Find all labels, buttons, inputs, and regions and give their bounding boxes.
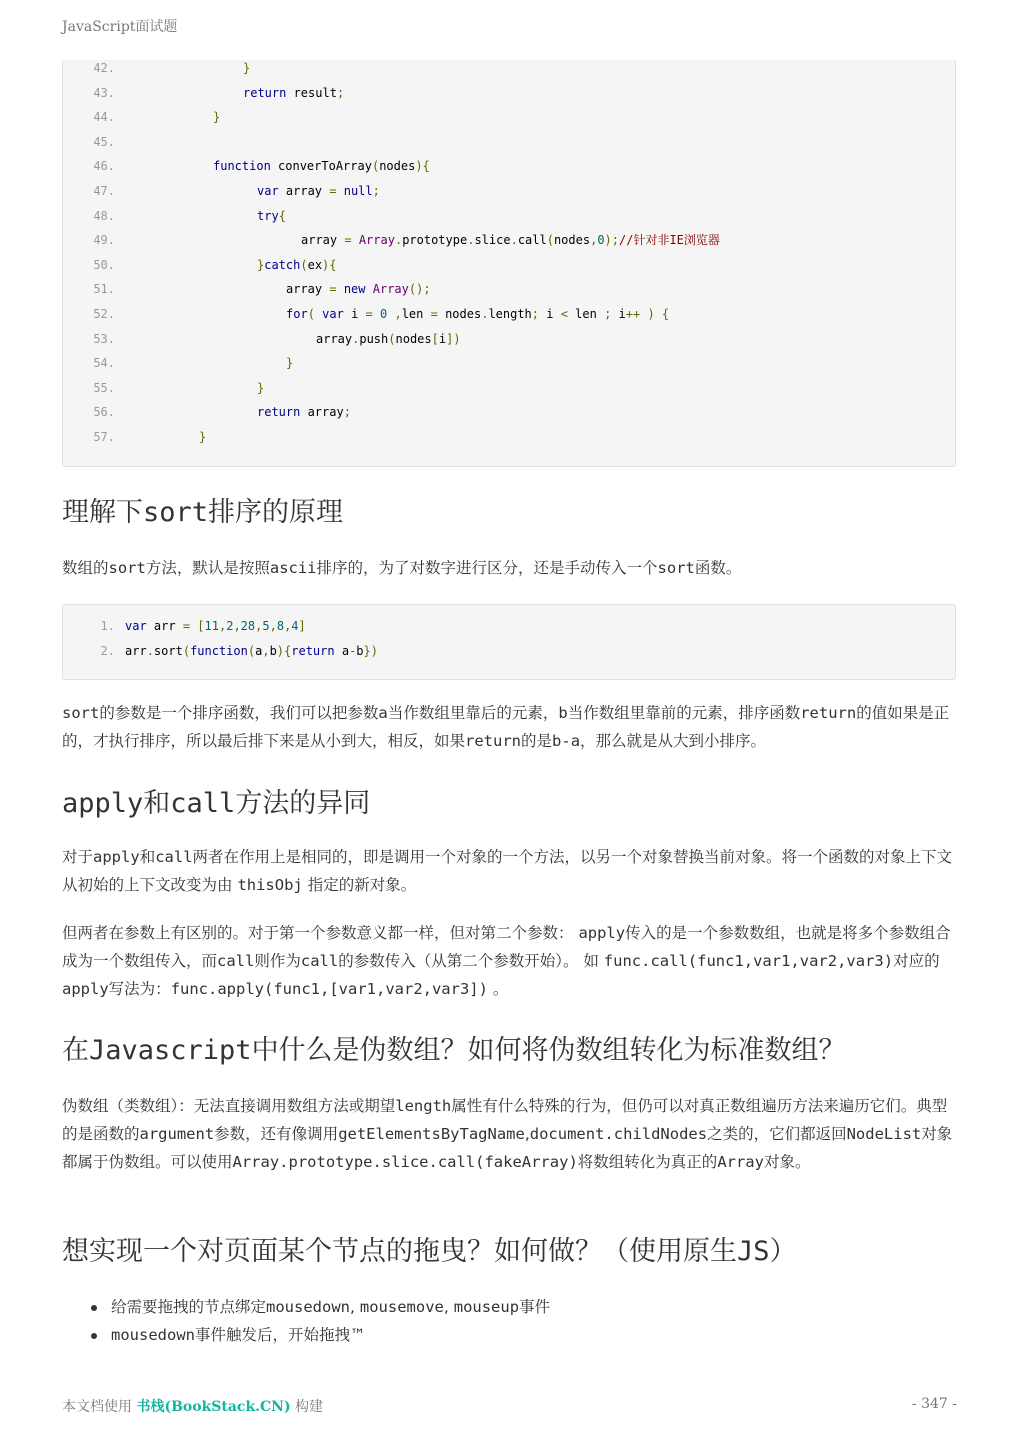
code-token: slice xyxy=(474,233,511,248)
code-token: . xyxy=(146,644,154,658)
text: 。 xyxy=(487,980,509,998)
code-text xyxy=(125,619,306,633)
code-token: 8 xyxy=(276,619,285,633)
code-token: ); xyxy=(604,233,619,248)
code-token: ]) xyxy=(446,331,461,346)
code-line xyxy=(63,132,125,152)
code-token: = xyxy=(329,184,337,198)
paragraph-sort-explain xyxy=(62,699,956,755)
code-token: }) xyxy=(363,644,378,658)
code-token: [ xyxy=(431,331,439,346)
code-line xyxy=(63,58,250,78)
text: 函数。 xyxy=(694,559,742,577)
code-line xyxy=(63,83,344,103)
code-token: try xyxy=(257,208,279,223)
code-text xyxy=(125,332,461,346)
code-token: ; xyxy=(604,307,612,321)
code-block-sort-example xyxy=(62,604,956,680)
code-block-converToArray xyxy=(62,60,956,467)
code-token: prototype xyxy=(402,233,468,248)
line-number: 42. xyxy=(93,61,115,75)
text: 对于 xyxy=(62,848,94,866)
code-token: ++ xyxy=(625,307,641,321)
line-number: 50. xyxy=(93,257,115,272)
code-line xyxy=(63,616,306,636)
code-token: , xyxy=(262,644,270,658)
code-token: converToArray xyxy=(270,159,372,174)
line-number: 49. xyxy=(93,233,115,248)
code-token: function xyxy=(213,159,271,174)
inline-code: JS xyxy=(737,1236,770,1267)
inline-code: apply xyxy=(62,788,144,819)
code-token: . xyxy=(467,233,475,248)
inline-code: thisObj xyxy=(237,876,303,894)
text: 和 xyxy=(139,848,156,866)
code-token: , xyxy=(255,619,263,633)
code-token: ; xyxy=(372,184,380,198)
heading-fake-array xyxy=(62,1033,846,1069)
code-text xyxy=(125,356,293,370)
code-token: nodes xyxy=(395,331,432,346)
paragraph-sort-intro xyxy=(62,554,956,582)
code-token: length xyxy=(488,307,532,321)
inline-code: apply xyxy=(578,924,626,942)
inline-code: return xyxy=(800,704,857,722)
text: ） xyxy=(769,1236,797,1267)
footer-brand-link[interactable]: 书栈(BookStack.CN) xyxy=(136,1399,291,1415)
code-line xyxy=(63,230,720,250)
line-number: 51. xyxy=(93,282,115,297)
code-token xyxy=(366,282,373,296)
inline-code: call xyxy=(300,952,339,970)
code-token: ; xyxy=(336,85,345,100)
line-number: 44. xyxy=(93,110,115,125)
heading-drag-node xyxy=(62,1234,797,1270)
code-token xyxy=(373,307,380,321)
paragraph-fake-array xyxy=(62,1092,956,1176)
list-drag-steps xyxy=(62,1293,550,1349)
code-token: ( xyxy=(300,257,308,272)
inline-code: Javascript xyxy=(89,1035,252,1066)
code-token: ){ xyxy=(276,644,292,658)
line-number: 56. xyxy=(93,405,115,420)
line-number: 54. xyxy=(93,356,115,371)
text: 传入的是一个参数数组，也就是将多个参数组合成为一个数组传入，而 xyxy=(62,924,951,970)
text: , xyxy=(443,1298,454,1316)
inline-code: mousedown xyxy=(111,1326,195,1344)
inline-code: return xyxy=(465,732,522,750)
code-token: , xyxy=(284,619,292,633)
code-token: result xyxy=(286,85,337,100)
line-number: 52. xyxy=(93,307,115,321)
line-number: 53. xyxy=(93,331,115,346)
text: 将数组转化为真正的 xyxy=(577,1153,718,1171)
code-token xyxy=(352,233,359,247)
line-number: 48. xyxy=(93,208,115,223)
code-token: ( xyxy=(388,331,396,346)
code-token: return xyxy=(291,644,335,658)
inline-code: func.call(func1,var1,var2,var3) xyxy=(603,952,894,970)
inline-code: document.childNodes xyxy=(529,1125,708,1143)
text: 但两者在参数上有区别的。对于第一个参数意义都一样，但对第二个参数： xyxy=(62,924,579,942)
line-number: 2. xyxy=(100,644,115,658)
code-token: } xyxy=(286,356,294,371)
inline-code: getElementsByTagName xyxy=(338,1125,525,1143)
text: 想实现一个对页面某个节点的拖曳？如何做？（使用原生 xyxy=(62,1236,737,1267)
code-text xyxy=(125,430,206,444)
text: 的值如果是正的，才执行排序，所以最后排下来是从小到大，相反，如果 xyxy=(62,704,950,750)
text: 对应的 xyxy=(893,952,940,970)
inline-code: apply xyxy=(62,980,109,998)
code-text xyxy=(125,233,720,247)
inline-code: length xyxy=(395,1097,452,1115)
code-token: < xyxy=(560,307,568,321)
line-number: 43. xyxy=(93,85,115,100)
line-number: 57. xyxy=(93,430,115,444)
code-text xyxy=(125,209,286,223)
code-token: array xyxy=(300,405,344,420)
text: 方法，默认是按照 xyxy=(145,559,270,577)
code-token: len xyxy=(401,307,431,321)
code-token: ( xyxy=(546,233,554,248)
code-token xyxy=(337,282,344,296)
code-token: , xyxy=(218,619,227,633)
line-number: 46. xyxy=(93,159,115,174)
text: 中什么是伪数组？如何将伪数组转化为标准数组？ xyxy=(251,1035,846,1066)
code-token: 4 xyxy=(291,619,299,633)
code-token: } xyxy=(257,380,265,395)
code-token: ){ xyxy=(322,257,337,272)
code-token: array xyxy=(301,233,345,248)
line-number: 47. xyxy=(93,184,115,198)
code-token: ( xyxy=(182,644,191,658)
footer-credit xyxy=(62,1396,323,1416)
code-token: ( xyxy=(247,644,256,658)
code-token: b xyxy=(269,644,277,658)
code-token: nodes xyxy=(553,233,591,248)
inline-code: argument xyxy=(139,1125,215,1143)
code-token: ex xyxy=(307,257,323,272)
code-text xyxy=(125,307,669,321)
code-text xyxy=(125,184,380,198)
text: 对象。 xyxy=(763,1153,811,1171)
inline-code: mousedown xyxy=(266,1298,351,1316)
text: 的是 xyxy=(521,732,553,750)
code-token: var xyxy=(125,619,147,633)
paragraph-apply-call-2 xyxy=(62,919,956,1003)
code-text xyxy=(125,258,337,272)
code-token: 2 xyxy=(226,619,234,633)
code-token: = xyxy=(365,307,373,321)
code-token xyxy=(655,307,662,321)
paragraph-apply-call-1 xyxy=(62,843,956,899)
code-token: ( xyxy=(307,307,315,321)
code-token: push xyxy=(359,331,389,346)
code-line xyxy=(63,641,378,661)
text: 和 xyxy=(143,788,171,819)
code-token: . xyxy=(352,331,360,346)
text: , xyxy=(350,1298,360,1316)
code-token: { xyxy=(278,208,286,223)
code-token: //针对非IE浏览器 xyxy=(619,233,720,248)
footer-suffix: 构建 xyxy=(290,1399,324,1415)
text: 属性有什么特殊的行为，但仍可以对真正数组遍历方法来遍历它们。典型的是函数的 xyxy=(62,1097,948,1143)
code-token: . xyxy=(510,233,518,248)
page-number: - 347 - xyxy=(911,1396,957,1412)
code-token: a xyxy=(255,644,263,658)
code-text xyxy=(125,282,431,296)
text: 当作数组里靠前的元素，排序函数 xyxy=(567,704,801,722)
code-token: arr xyxy=(125,644,147,658)
list-item xyxy=(62,1321,550,1349)
code-token: } xyxy=(213,110,221,125)
code-token: return xyxy=(257,405,301,420)
heading-sort-principle xyxy=(62,495,343,531)
text: 参数，还有像调用 xyxy=(214,1125,339,1143)
text: 对象都属于伪数组。可以使用 xyxy=(62,1125,953,1171)
code-token: i xyxy=(343,307,366,321)
code-token: array xyxy=(316,331,353,346)
code-line xyxy=(63,378,264,398)
inline-code: call xyxy=(155,848,193,866)
inline-code: b-a xyxy=(552,732,581,750)
code-token: for xyxy=(286,307,308,321)
code-token: 0 xyxy=(380,307,388,321)
code-line xyxy=(63,427,206,447)
code-token: } xyxy=(199,430,207,444)
code-token: Array xyxy=(372,282,409,297)
line-number: 1. xyxy=(100,619,115,633)
text: 给需要拖拽的节点绑定 xyxy=(111,1298,267,1316)
code-line xyxy=(63,353,293,373)
code-token: ) xyxy=(647,307,655,321)
code-token: function xyxy=(190,644,248,658)
code-token: . xyxy=(481,307,489,321)
text: 数组的 xyxy=(62,559,109,577)
line-number: 55. xyxy=(93,380,115,395)
code-token: (); xyxy=(408,282,431,297)
code-line xyxy=(63,255,337,275)
code-line xyxy=(63,279,431,299)
code-token: sort xyxy=(153,644,183,658)
text: ，那么就是从大到小排序。 xyxy=(580,732,767,750)
code-token: - xyxy=(349,644,357,658)
code-token: i xyxy=(539,307,561,321)
code-token: ){ xyxy=(415,159,430,174)
code-text xyxy=(125,61,250,75)
code-text xyxy=(125,110,220,124)
inline-code: b xyxy=(558,704,568,722)
code-line xyxy=(63,402,351,422)
inline-code: NodeList xyxy=(846,1125,922,1143)
code-text xyxy=(125,159,430,173)
code-token: 11 xyxy=(204,619,219,633)
code-token: arr xyxy=(146,619,183,633)
code-token: , xyxy=(590,233,598,248)
code-line xyxy=(63,107,220,127)
code-token: 0 xyxy=(597,233,605,248)
code-token: , xyxy=(269,619,277,633)
code-text xyxy=(125,405,351,419)
code-token: var xyxy=(257,184,279,198)
code-token: catch xyxy=(264,257,301,272)
code-token: , xyxy=(394,307,402,321)
code-token: i xyxy=(438,331,447,346)
code-token: nodes xyxy=(379,159,416,174)
inline-code: call xyxy=(217,952,255,970)
inline-code: sort xyxy=(62,704,100,722)
code-token: new xyxy=(343,282,366,297)
code-token: 5 xyxy=(262,619,270,633)
inline-code: mousemove xyxy=(359,1298,444,1316)
code-token: 28 xyxy=(240,619,256,633)
code-token: = xyxy=(329,282,337,297)
heading-sort-code: sort xyxy=(143,497,209,528)
code-token: Array xyxy=(358,233,395,248)
code-token: var xyxy=(322,307,344,321)
code-text xyxy=(125,644,378,658)
text: 两者在作用上是相同的，即是调用一个对象的一个方法，以另一个对象替换当前对象。将一个函数的对象上下文从初始的上下文改变为由 xyxy=(62,848,953,894)
text: 方法的异同 xyxy=(235,788,371,819)
text: 伪数组（类数组）：无法直接调用数组方法或期望 xyxy=(62,1097,396,1115)
inline-code: apply xyxy=(93,848,140,866)
inline-code: Array xyxy=(717,1153,764,1171)
code-token: ; xyxy=(531,307,540,321)
text: 则作为 xyxy=(254,952,301,970)
code-token: b xyxy=(356,644,364,658)
heading-sort-text-1: 理解下 xyxy=(62,497,143,528)
code-token: ] xyxy=(298,619,306,633)
code-token: } xyxy=(243,61,251,75)
code-token: = xyxy=(344,233,352,248)
code-text xyxy=(125,381,264,395)
code-token: null xyxy=(343,184,373,198)
code-token: len xyxy=(567,307,605,321)
text: 之类的，它们都返回 xyxy=(707,1125,847,1143)
text: 事件触发后，开始拖拽™ xyxy=(195,1326,366,1344)
code-token: { xyxy=(661,307,670,321)
inline-code: mouseup xyxy=(453,1298,520,1316)
page-header-title: JavaScript面试题 xyxy=(62,19,178,35)
inline-code: ascii xyxy=(269,559,317,577)
inline-code: call xyxy=(170,788,236,819)
code-token: array xyxy=(286,282,330,297)
heading-apply-call xyxy=(62,786,370,822)
line-number: 45. xyxy=(93,134,115,149)
code-token: = xyxy=(182,619,191,633)
list-item xyxy=(62,1293,550,1321)
footer-prefix: 本文档使用 xyxy=(62,1399,137,1415)
code-token: [ xyxy=(197,619,205,633)
code-token: return xyxy=(243,85,287,100)
text: 指定的新对象。 xyxy=(302,876,417,894)
inline-code: Array.prototype.slice.call(fakeArray) xyxy=(232,1153,578,1171)
code-token: , xyxy=(233,619,241,633)
code-line xyxy=(63,181,380,201)
text: 排序的，为了对数字进行区分，还是手动传入一个 xyxy=(316,559,658,577)
text: , xyxy=(524,1125,530,1143)
text: 写法为： xyxy=(108,980,171,998)
text: 在 xyxy=(62,1035,89,1066)
code-token: call xyxy=(517,233,547,248)
code-line xyxy=(63,156,430,176)
code-token: ( xyxy=(371,159,380,174)
code-line xyxy=(63,304,669,324)
inline-code: sort xyxy=(108,559,146,577)
inline-code: sort xyxy=(657,559,695,577)
text: 的参数是一个排序函数，我们可以把参数a当作数组里靠后的元素， xyxy=(99,704,559,722)
text: 事件 xyxy=(519,1298,551,1316)
heading-sort-text-2: 排序的原理 xyxy=(208,497,344,528)
code-line xyxy=(63,329,461,349)
code-line xyxy=(63,206,286,226)
code-token: ; xyxy=(343,405,351,420)
code-token: a xyxy=(334,644,350,658)
code-token: i xyxy=(611,307,626,321)
code-token: . xyxy=(394,233,403,248)
text: 的参数传入（从第二个参数开始）。 如 xyxy=(338,952,604,970)
code-token: array xyxy=(278,184,330,198)
code-token: = xyxy=(430,307,438,321)
code-token: nodes xyxy=(437,307,482,321)
code-token xyxy=(337,184,344,198)
inline-code: func.apply(func1,[var1,var2,var3]) xyxy=(170,980,488,998)
code-token: } xyxy=(257,257,265,272)
code-text xyxy=(125,86,344,100)
